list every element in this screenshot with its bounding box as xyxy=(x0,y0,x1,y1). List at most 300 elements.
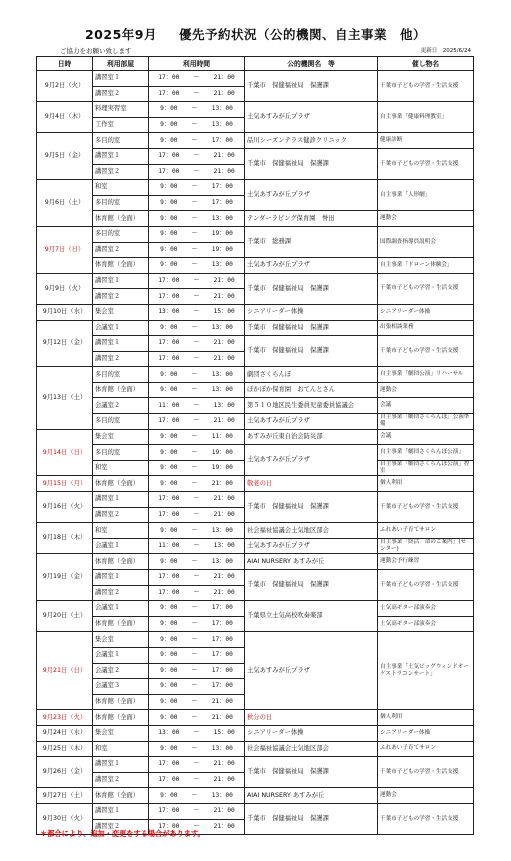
time-cell xyxy=(149,382,245,398)
room-cell: 講習室１ xyxy=(93,757,149,773)
time-start: 9：00 xyxy=(160,386,178,394)
organization-cell: シニアリーダー体操 xyxy=(245,725,378,741)
event-cell: 土気高ギター部演奏会 xyxy=(378,601,474,617)
time-separator: ～ xyxy=(191,448,198,456)
time-separator: ～ xyxy=(193,354,200,362)
event-cell: 自主事業「人形劇」 xyxy=(378,180,474,211)
room-cell: 講習室１ xyxy=(93,273,149,289)
time-separator: ～ xyxy=(191,651,198,659)
event-cell: 会議 xyxy=(378,429,474,445)
time-end: 19：00 xyxy=(211,464,233,472)
time-cell xyxy=(149,507,245,523)
room-cell: 多目的室 xyxy=(93,226,149,242)
time-start: 9：00 xyxy=(160,323,178,331)
table-row xyxy=(37,492,474,508)
time-end: 21：00 xyxy=(213,495,235,503)
table-row xyxy=(37,273,474,289)
time-start: 9：00 xyxy=(160,230,178,238)
time-separator: ～ xyxy=(193,308,200,316)
table-header-row xyxy=(37,57,474,71)
time-end: 13：00 xyxy=(211,526,233,534)
time-end: 21：00 xyxy=(213,354,235,362)
room-cell: 講習室２ xyxy=(93,507,149,523)
time-end: 21：00 xyxy=(213,292,235,300)
time-separator: ～ xyxy=(191,261,198,269)
event-cell: 会議 xyxy=(378,398,474,414)
time-start: 17：00 xyxy=(158,354,180,362)
event-cell: シニアリーダー体操 xyxy=(378,725,474,741)
time-end: 17：00 xyxy=(211,183,233,191)
organization-cell: シニアリーダー体操 xyxy=(245,304,378,320)
col-header-event: 催し物名 xyxy=(378,57,474,71)
time-separator: ～ xyxy=(193,339,200,347)
time-cell xyxy=(149,554,245,570)
event-cell: 千葉市子どもの学習・生活支援 xyxy=(378,492,474,523)
reservation-table xyxy=(36,56,474,835)
time-start: 9：00 xyxy=(160,245,178,253)
time-cell xyxy=(149,538,245,554)
organization-cell: 土気あすみが丘プラザ xyxy=(245,632,378,710)
table-row xyxy=(37,336,474,352)
time-separator: ～ xyxy=(193,277,200,285)
time-end: 15：00 xyxy=(213,308,235,316)
time-start: 9：00 xyxy=(160,214,178,222)
event-cell: 自主事業「ドローン体験会」 xyxy=(378,258,474,274)
event-cell: 出張相談業務 xyxy=(378,320,474,336)
table-row xyxy=(37,601,474,617)
table-row xyxy=(37,320,474,336)
page-title xyxy=(0,25,511,43)
organization-cell: テンダーラビング保育園 誉田 xyxy=(245,211,378,227)
time-end: 21：00 xyxy=(213,417,235,425)
time-separator: ～ xyxy=(191,386,198,394)
time-cell xyxy=(149,585,245,601)
room-cell: 和室 xyxy=(93,460,149,476)
table-row xyxy=(37,398,474,414)
col-header-date: 日時 xyxy=(37,57,93,71)
organization-cell: 社会福祉協議会土気地区部会 xyxy=(245,523,378,539)
time-separator: ～ xyxy=(191,666,198,674)
time-start: 9：00 xyxy=(160,666,178,674)
time-cell xyxy=(149,632,245,648)
table-row xyxy=(37,476,474,492)
time-cell xyxy=(149,414,245,430)
day-cell: 9月2日（火） xyxy=(37,71,93,102)
time-separator: ～ xyxy=(193,417,200,425)
room-cell: 講習室１ xyxy=(93,803,149,819)
room-cell: 体育館（全面） xyxy=(93,382,149,398)
time-end: 13：00 xyxy=(211,121,233,129)
time-start: 9：00 xyxy=(160,136,178,144)
event-cell: 土気高ギター部演奏会 xyxy=(378,616,474,632)
organization-cell: 秋分の日 xyxy=(245,710,378,726)
time-start: 13：00 xyxy=(158,729,180,737)
time-cell xyxy=(149,258,245,274)
time-end: 13：00 xyxy=(211,386,233,394)
time-end: 13：00 xyxy=(211,261,233,269)
table-row xyxy=(37,803,474,819)
time-start: 9：00 xyxy=(160,635,178,643)
organization-cell: 劇団さくらんぼ xyxy=(245,367,378,383)
time-separator: ～ xyxy=(193,89,200,97)
organization-cell: 千葉市 保健福祉局 保護課 xyxy=(245,570,378,601)
time-separator: ～ xyxy=(193,152,200,160)
time-separator: ～ xyxy=(191,620,198,628)
time-separator: ～ xyxy=(193,588,200,596)
day-cell: 9月14日（日） xyxy=(37,429,93,476)
room-cell: 多目的室 xyxy=(93,414,149,430)
time-cell xyxy=(149,164,245,180)
time-cell xyxy=(149,289,245,305)
time-end: 13：00 xyxy=(211,105,233,113)
time-end: 13：00 xyxy=(211,214,233,222)
table-row xyxy=(37,180,474,196)
time-start: 17：00 xyxy=(158,510,180,518)
time-separator: ～ xyxy=(191,557,198,565)
time-end: 21：00 xyxy=(213,510,235,518)
time-start: 13：00 xyxy=(158,308,180,316)
room-cell: 多目的室 xyxy=(93,367,149,383)
time-cell xyxy=(149,367,245,383)
time-end: 19：00 xyxy=(211,448,233,456)
time-start: 9：00 xyxy=(160,557,178,565)
room-cell: 集会室 xyxy=(93,725,149,741)
time-separator: ～ xyxy=(193,542,200,550)
time-end: 17：00 xyxy=(211,604,233,612)
time-separator: ～ xyxy=(191,604,198,612)
time-separator: ～ xyxy=(193,807,200,815)
time-end: 17：00 xyxy=(211,651,233,659)
organization-cell: 敬老の日 xyxy=(245,476,378,492)
time-separator: ～ xyxy=(191,791,198,799)
day-cell: 9月13日（土） xyxy=(37,367,93,429)
time-start: 9：00 xyxy=(160,199,178,207)
table-row xyxy=(37,632,474,648)
room-cell: 集会室 xyxy=(93,304,149,320)
event-cell: 自主事業「劇団さくらんぼ」公演準備 xyxy=(378,414,474,430)
event-cell: 自主事業「終活 命のご案内」(センター) xyxy=(378,538,474,554)
organization-cell: 千葉市 保健福祉局 保護課 xyxy=(245,492,378,523)
table-row xyxy=(37,741,474,757)
organization-cell: 千葉市 保健福祉局 保護課 xyxy=(245,148,378,179)
time-separator: ～ xyxy=(191,105,198,113)
table-row xyxy=(37,133,474,149)
room-cell: 講習室１ xyxy=(93,492,149,508)
time-separator: ～ xyxy=(191,370,198,378)
room-cell: 多目的室 xyxy=(93,195,149,211)
time-start: 17：00 xyxy=(158,573,180,581)
time-end: 21：00 xyxy=(213,89,235,97)
time-cell xyxy=(149,523,245,539)
organization-cell: 千葉市 保健福祉局 保護課 xyxy=(245,71,378,102)
time-separator: ～ xyxy=(191,464,198,472)
time-start: 9：00 xyxy=(160,526,178,534)
table-row xyxy=(37,226,474,242)
time-end: 21：00 xyxy=(213,277,235,285)
col-header-room: 利用部屋 xyxy=(93,57,149,71)
room-cell: 会議室２ xyxy=(93,663,149,679)
event-cell: 運動会 xyxy=(378,211,474,227)
day-cell: 9月21日（日） xyxy=(37,632,93,710)
day-cell: 9月19日（金） xyxy=(37,554,93,601)
day-cell: 9月9日（火） xyxy=(37,273,93,304)
room-cell: 講習室２ xyxy=(93,819,149,835)
table-row xyxy=(37,788,474,804)
time-start: 17：00 xyxy=(158,152,180,160)
time-start: 9：00 xyxy=(160,682,178,690)
time-cell xyxy=(149,679,245,695)
time-end: 21：00 xyxy=(213,588,235,596)
room-cell: 会議室１ xyxy=(93,647,149,663)
event-cell: 千葉市子どもの学習・生活支援 xyxy=(378,570,474,601)
event-cell: 運動会予行練習 xyxy=(378,554,474,570)
time-separator: ～ xyxy=(193,167,200,175)
time-cell xyxy=(149,725,245,741)
time-separator: ～ xyxy=(191,432,198,440)
time-separator: ～ xyxy=(191,479,198,487)
time-cell xyxy=(149,772,245,788)
room-cell: 和室 xyxy=(93,741,149,757)
time-separator: ～ xyxy=(191,744,198,752)
room-cell: 体育館（全面） xyxy=(93,554,149,570)
time-end: 13：00 xyxy=(211,323,233,331)
room-cell: 会議室１ xyxy=(93,601,149,617)
event-cell: 運動会 xyxy=(378,788,474,804)
time-start: 17：00 xyxy=(158,74,180,82)
time-separator: ～ xyxy=(193,776,200,784)
time-start: 17：00 xyxy=(158,588,180,596)
time-separator: ～ xyxy=(191,183,198,191)
room-cell: 会議室１ xyxy=(93,320,149,336)
time-start: 9：00 xyxy=(160,432,178,440)
time-separator: ～ xyxy=(191,682,198,690)
event-cell: 健康診断 xyxy=(378,133,474,149)
event-cell: 自主事業「健康料理教室」 xyxy=(378,102,474,133)
time-start: 17：00 xyxy=(158,807,180,815)
time-cell xyxy=(149,211,245,227)
table-row xyxy=(37,570,474,586)
time-start: 9：00 xyxy=(160,448,178,456)
day-cell: 9月4日（木） xyxy=(37,102,93,133)
event-cell: ふれあい子育てサロン xyxy=(378,741,474,757)
time-cell xyxy=(149,351,245,367)
time-separator: ～ xyxy=(193,760,200,768)
room-cell: 会議室１ xyxy=(93,538,149,554)
time-start: 9：00 xyxy=(160,744,178,752)
room-cell: 体育館（全面） xyxy=(93,694,149,710)
room-cell: 工作室 xyxy=(93,117,149,133)
table-row xyxy=(37,71,474,87)
time-start: 17：00 xyxy=(158,417,180,425)
time-cell xyxy=(149,460,245,476)
table-row xyxy=(37,258,474,274)
time-start: 9：00 xyxy=(160,651,178,659)
organization-cell: あすみが丘東自治会防災部 xyxy=(245,429,378,445)
organization-cell: 第５１０地区民生委員児童委員協議会 xyxy=(245,398,378,414)
time-start: 11：00 xyxy=(158,542,180,550)
event-cell: 個人利用 xyxy=(378,476,474,492)
time-end: 19：00 xyxy=(211,245,233,253)
time-start: 9：00 xyxy=(160,183,178,191)
time-end: 17：00 xyxy=(211,199,233,207)
time-end: 21：00 xyxy=(213,573,235,581)
time-cell xyxy=(149,102,245,118)
time-separator: ～ xyxy=(191,526,198,534)
time-cell xyxy=(149,148,245,164)
time-cell xyxy=(149,86,245,102)
day-cell: 9月18日（木） xyxy=(37,523,93,554)
day-cell: 9月10日（水） xyxy=(37,304,93,320)
time-end: 21：00 xyxy=(213,152,235,160)
time-cell xyxy=(149,616,245,632)
time-end: 21：00 xyxy=(211,479,233,487)
time-start: 17：00 xyxy=(158,339,180,347)
organization-cell: 千葉市 保健福祉局 保護課 xyxy=(245,803,378,834)
time-start: 9：00 xyxy=(160,105,178,113)
day-cell: 9月26日（金） xyxy=(37,757,93,788)
time-start: 9：00 xyxy=(160,791,178,799)
day-cell: 9月24日（水） xyxy=(37,725,93,741)
time-end: 21：00 xyxy=(211,713,233,721)
time-separator: ～ xyxy=(191,323,198,331)
time-start: 9：00 xyxy=(160,464,178,472)
organization-cell: ぽかぽか保育園 おてんとさん xyxy=(245,382,378,398)
table-row xyxy=(37,367,474,383)
room-cell: 会議室３ xyxy=(93,679,149,695)
time-end: 17：00 xyxy=(211,620,233,628)
time-cell xyxy=(149,492,245,508)
room-cell: 講習室２ xyxy=(93,585,149,601)
time-cell xyxy=(149,710,245,726)
time-end: 17：00 xyxy=(211,666,233,674)
event-cell: 千葉市子どもの学習・生活支援 xyxy=(378,71,474,102)
table-row xyxy=(37,554,474,570)
event-cell: 千葉市子どもの学習・生活支援 xyxy=(378,803,474,834)
time-start: 17：00 xyxy=(158,292,180,300)
time-cell xyxy=(149,476,245,492)
time-separator: ～ xyxy=(193,292,200,300)
day-cell: 9月12日（金） xyxy=(37,320,93,367)
room-cell: 講習室２ xyxy=(93,242,149,258)
room-cell: 和室 xyxy=(93,523,149,539)
time-cell xyxy=(149,647,245,663)
time-start: 9：00 xyxy=(160,713,178,721)
title-main: 優先予約状況（公的機関、自主事業 他） xyxy=(178,27,426,42)
room-cell: 講習室２ xyxy=(93,351,149,367)
room-cell: 料理実習室 xyxy=(93,102,149,118)
time-end: 13：00 xyxy=(211,791,233,799)
day-cell: 9月27日（土） xyxy=(37,788,93,804)
time-start: 9：00 xyxy=(160,479,178,487)
time-start: 11：00 xyxy=(158,401,180,409)
organization-cell: 社会福祉協議会土気地区部会 xyxy=(245,741,378,757)
time-start: 9：00 xyxy=(160,620,178,628)
organization-cell: 土気あすみが丘プラザ xyxy=(245,445,378,476)
room-cell: 体育館（全面） xyxy=(93,258,149,274)
table-row xyxy=(37,710,474,726)
col-header-time: 利用時間 xyxy=(149,57,245,71)
time-separator: ～ xyxy=(193,822,200,830)
time-separator: ～ xyxy=(191,214,198,222)
time-end: 17：00 xyxy=(211,136,233,144)
time-cell xyxy=(149,242,245,258)
col-header-organization: 公的機関名 等 xyxy=(245,57,378,71)
event-cell: 運動会 xyxy=(378,382,474,398)
time-start: 17：00 xyxy=(158,495,180,503)
time-cell xyxy=(149,570,245,586)
event-cell: 自主事業「劇団さくらんぼ公演」 xyxy=(378,445,474,461)
event-cell: 千葉市子どもの学習・生活支援 xyxy=(378,336,474,367)
room-cell: 講習室１ xyxy=(93,71,149,87)
time-cell xyxy=(149,195,245,211)
room-cell: 多目的室 xyxy=(93,133,149,149)
time-separator: ～ xyxy=(193,510,200,518)
time-cell xyxy=(149,273,245,289)
room-cell: 体育館（全面） xyxy=(93,211,149,227)
event-cell: 国際調査指導員説明会 xyxy=(378,226,474,257)
time-end: 13：00 xyxy=(213,542,235,550)
event-cell: ふれあい子育てサロン xyxy=(378,523,474,539)
table-row xyxy=(37,523,474,539)
room-cell: 講習室１ xyxy=(93,570,149,586)
time-end: 21：00 xyxy=(213,760,235,768)
time-start: 9：00 xyxy=(160,261,178,269)
time-start: 17：00 xyxy=(158,776,180,784)
time-end: 13：00 xyxy=(211,557,233,565)
time-end: 17：00 xyxy=(211,635,233,643)
organization-cell: 千葉市 保健福祉局 保護課 xyxy=(245,336,378,367)
title-month: 2025年9月 xyxy=(84,27,157,42)
organization-cell: 土気あすみが丘プラザ xyxy=(245,102,378,133)
time-end: 21：00 xyxy=(211,698,233,706)
organization-cell: 千葉市 保健福祉局 保護課 xyxy=(245,273,378,304)
time-end: 13：00 xyxy=(211,744,233,752)
room-cell: 講習室１ xyxy=(93,148,149,164)
time-end: 13：00 xyxy=(211,370,233,378)
table-row xyxy=(37,538,474,554)
event-cell: 千葉市子どもの学習・生活支援 xyxy=(378,273,474,304)
organization-cell: AIAI NURSERY あすみが丘 xyxy=(245,788,378,804)
table-row xyxy=(37,211,474,227)
time-start: 9：00 xyxy=(160,604,178,612)
time-start: 17：00 xyxy=(158,167,180,175)
organization-cell: 千葉県立土気高校吹奏楽部 xyxy=(245,601,378,632)
time-end: 21：00 xyxy=(213,807,235,815)
time-end: 21：00 xyxy=(213,74,235,82)
time-start: 17：00 xyxy=(158,277,180,285)
time-start: 9：00 xyxy=(160,698,178,706)
room-cell: 会議室２ xyxy=(93,398,149,414)
time-cell xyxy=(149,601,245,617)
organization-cell: 土気あすみが丘プラザ xyxy=(245,180,378,211)
time-cell xyxy=(149,133,245,149)
footer-note: ＊都合により、追加・変更をする場合があります。 xyxy=(40,829,205,838)
event-cell: 個人利用 xyxy=(378,710,474,726)
time-end: 19：00 xyxy=(211,230,233,238)
room-cell: 集会室 xyxy=(93,632,149,648)
table-row xyxy=(37,725,474,741)
organization-cell: AIAI NURSERY あすみが丘 xyxy=(245,554,378,570)
time-start: 17：00 xyxy=(158,822,180,830)
room-cell: 講習室１ xyxy=(93,336,149,352)
subtitle: ご協力をお願い致します xyxy=(60,47,132,55)
organization-cell: 千葉市 総務課 xyxy=(245,226,378,257)
table-row xyxy=(37,429,474,445)
time-cell xyxy=(149,694,245,710)
time-end: 21：00 xyxy=(213,339,235,347)
room-cell: 多目的室 xyxy=(93,445,149,461)
table-row xyxy=(37,148,474,164)
